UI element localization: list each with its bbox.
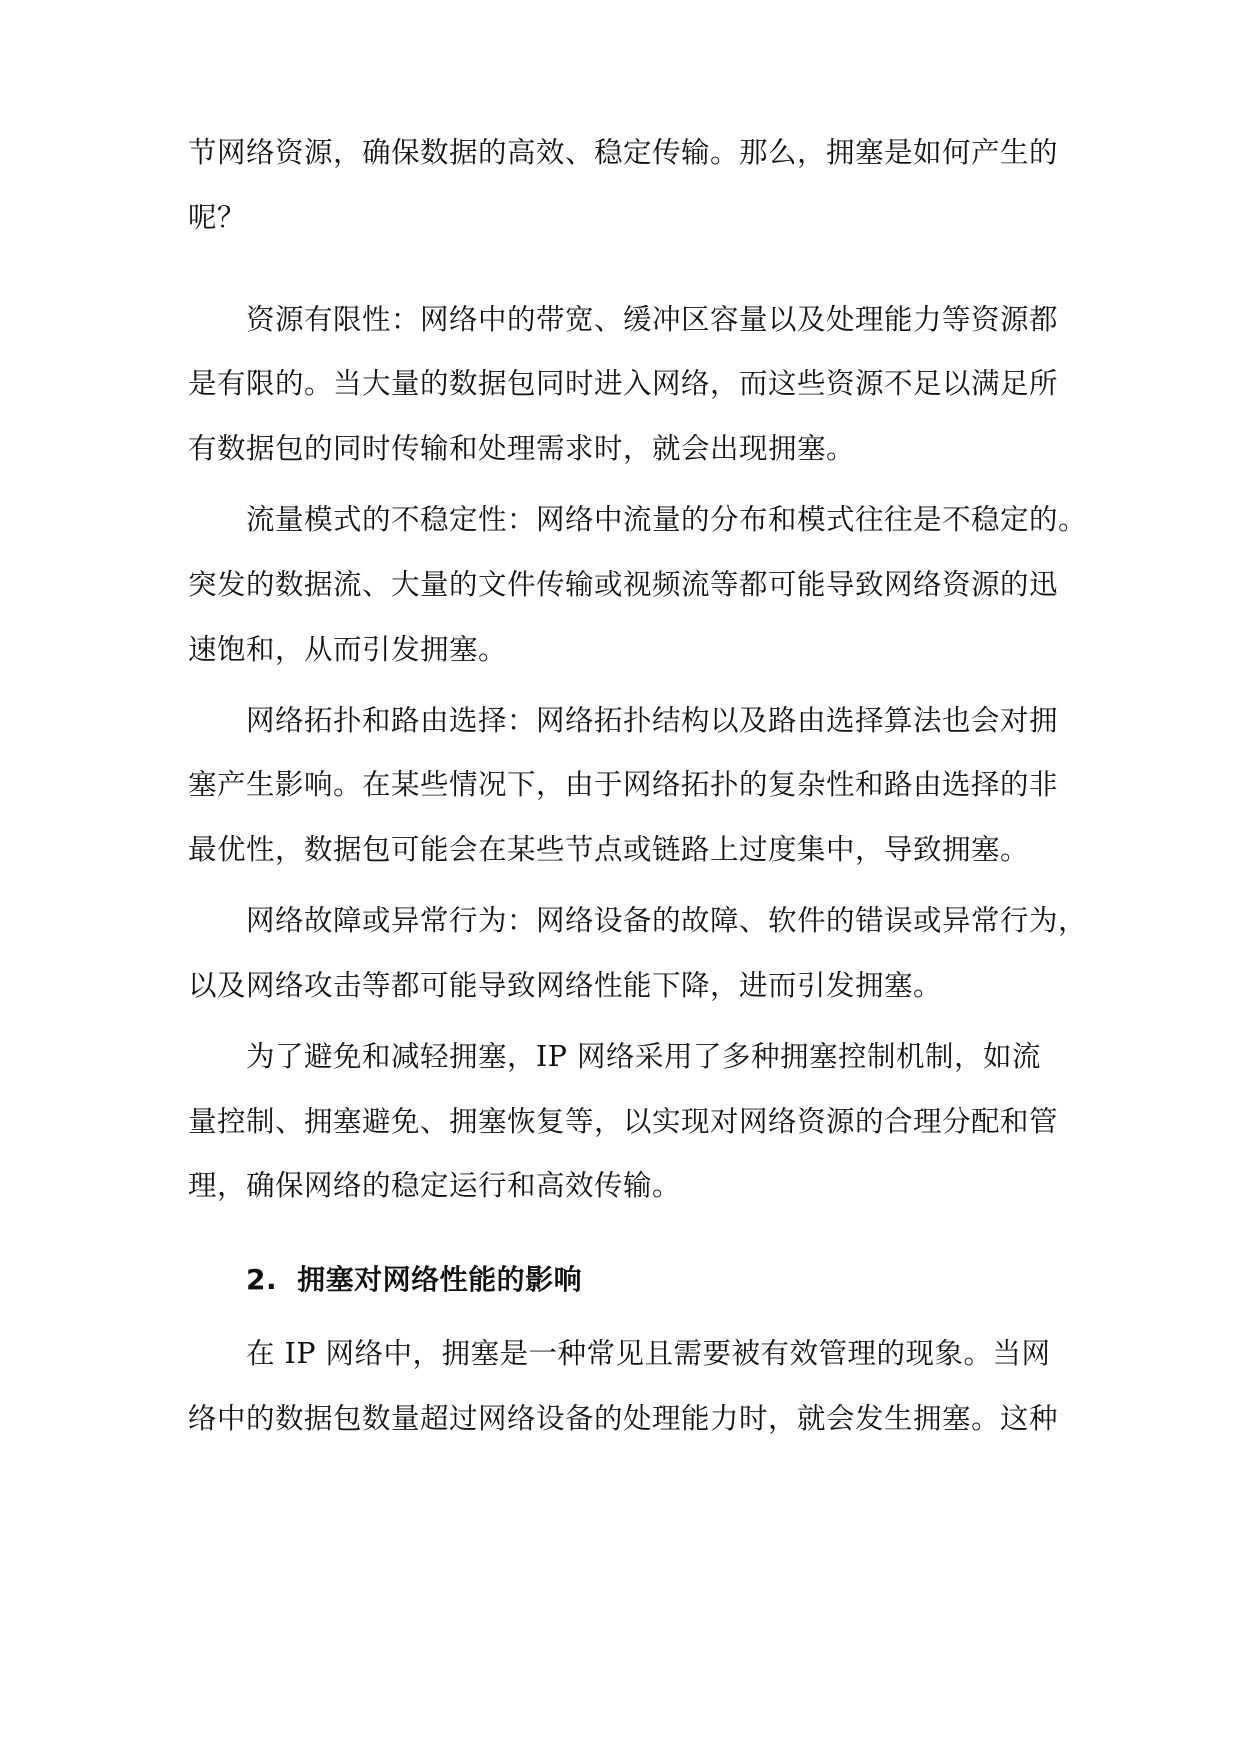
- paragraph-line: 是有限的。当大量的数据包同时进入网络，而这些资源不足以满足所: [188, 367, 1059, 400]
- paragraph-line: 量控制、拥塞避免、拥塞恢复等，以实现对网络资源的合理分配和管: [188, 1105, 1059, 1138]
- paragraph-line: 呢？: [188, 201, 247, 234]
- paragraph-line: 在 IP 网络中，拥塞是一种常见且需要被有效管理的现象。当网: [246, 1337, 1051, 1370]
- section-number: 2.: [246, 1263, 278, 1296]
- paragraph-line: 有数据包的同时传输和处理需求时，就会出现拥塞。: [188, 432, 856, 465]
- paragraph-line: 突发的数据流、大量的文件传输或视频流等都可能导致网络资源的迅: [188, 568, 1059, 601]
- paragraph-line: 塞产生影响。在某些情况下，由于网络拓扑的复杂性和路由选择的非: [188, 768, 1059, 801]
- paragraph-line: 最优性，数据包可能会在某些节点或链路上过度集中，导致拥塞。: [188, 833, 1030, 866]
- paragraph-line: 以及网络攻击等都可能导致网络性能下降，进而引发拥塞。: [188, 969, 943, 1002]
- paragraph-line: 网络拓扑和路由选择：网络拓扑结构以及路由选择算法也会对拥: [246, 704, 1059, 737]
- paragraph-line: 节网络资源，确保数据的高效、稳定传输。那么，拥塞是如何产生的: [188, 136, 1059, 169]
- paragraph-line: 为了避免和减轻拥塞，IP 网络采用了多种拥塞控制机制，如流: [246, 1040, 1041, 1073]
- paragraph-line: 资源有限性：网络中的带宽、缓冲区容量以及处理能力等资源都: [246, 303, 1059, 336]
- paragraph-line: 络中的数据包数量超过网络设备的处理能力时，就会发生拥塞。这种: [188, 1402, 1059, 1435]
- paragraph-line: 理，确保网络的稳定运行和高效传输。: [188, 1169, 682, 1202]
- section-title: 拥塞对网络性能的影响: [297, 1263, 583, 1296]
- paragraph-line: 流量模式的不稳定性：网络中流量的分布和模式往往是不稳定的。: [246, 503, 1088, 536]
- paragraph-line: 速饱和，从而引发拥塞。: [188, 633, 508, 666]
- section-heading: [246, 1260, 582, 1300]
- paragraph-line: 网络故障或异常行为：网络设备的故障、软件的错误或异常行为，: [246, 904, 1088, 937]
